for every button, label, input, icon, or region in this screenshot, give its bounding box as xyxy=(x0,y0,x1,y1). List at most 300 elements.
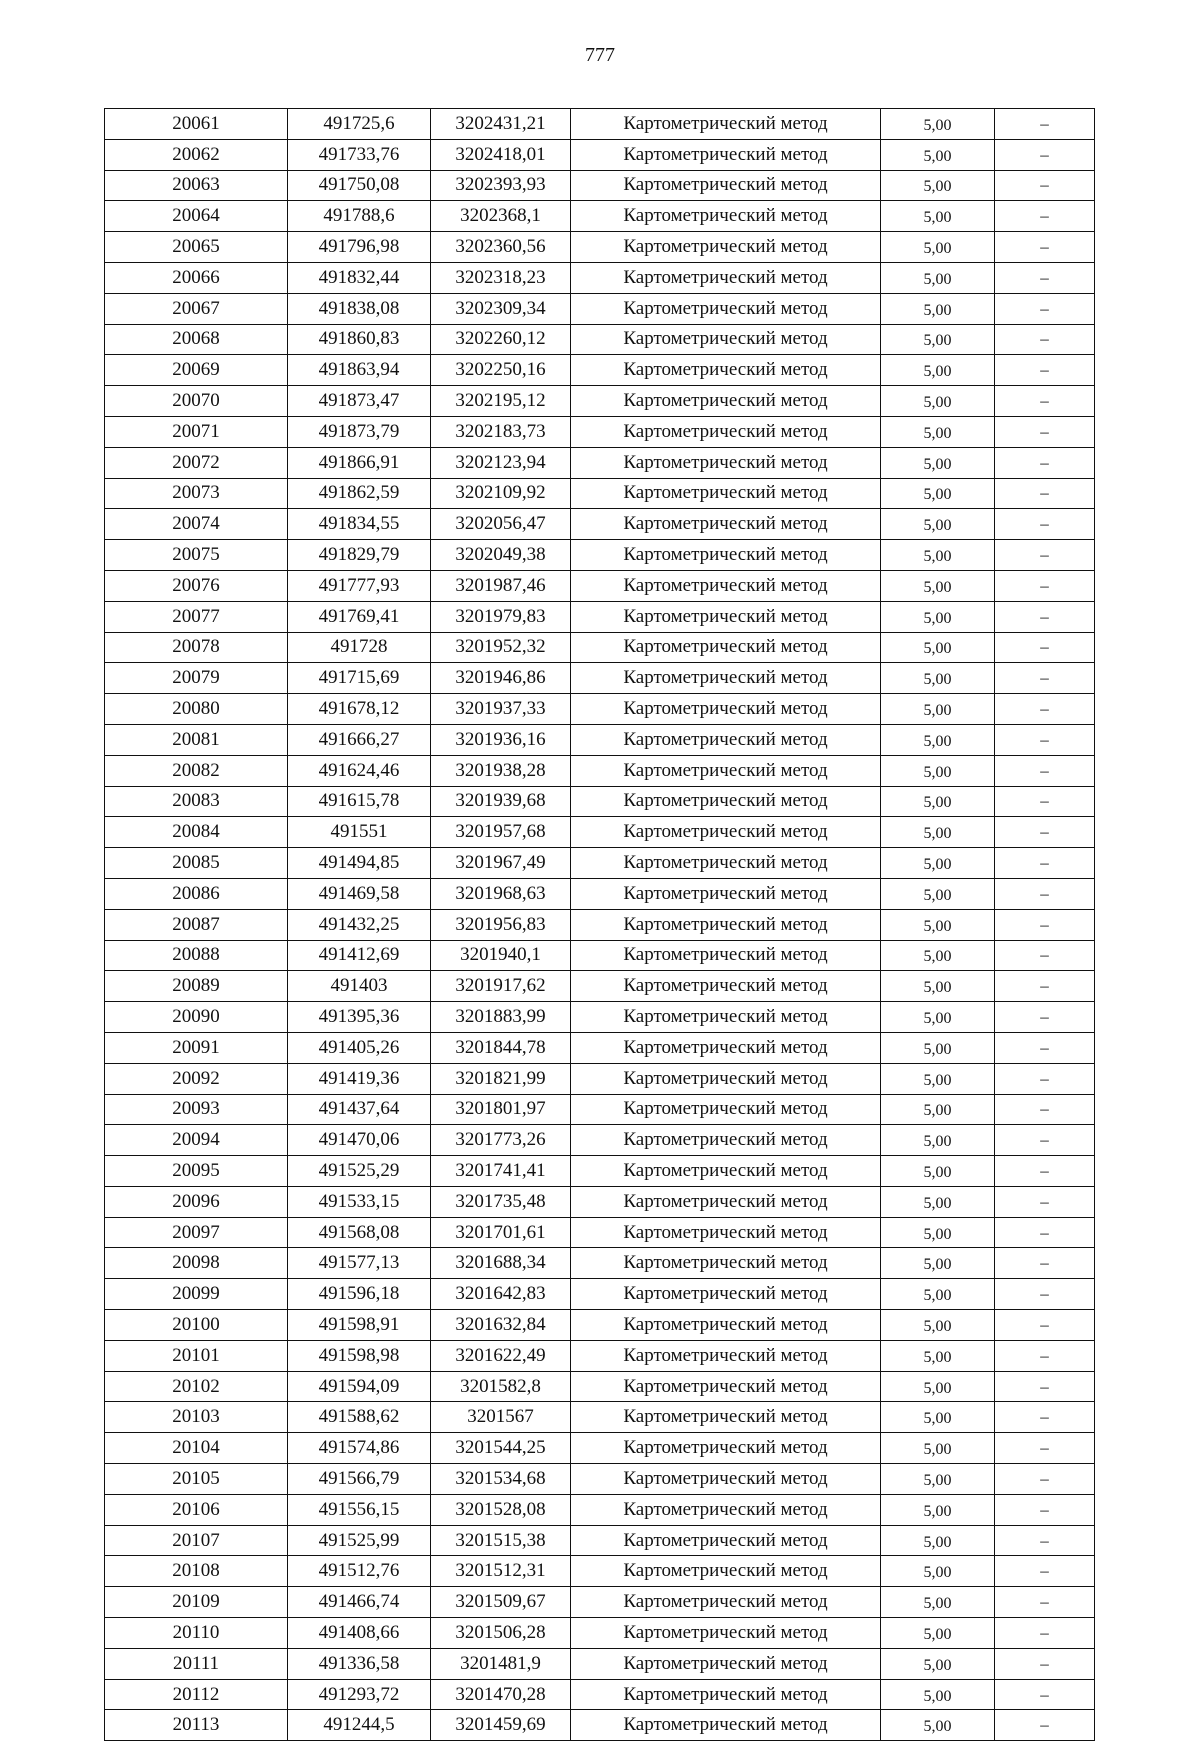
x-coordinate-cell: 491512,76 xyxy=(288,1556,431,1587)
note-cell: – xyxy=(995,293,1095,324)
x-coordinate-cell: 491470,06 xyxy=(288,1125,431,1156)
point-number-cell: 20071 xyxy=(105,416,288,447)
method-cell: Картометрический метод xyxy=(571,540,881,571)
x-coordinate-cell: 491336,58 xyxy=(288,1648,431,1679)
x-coordinate-cell: 491574,86 xyxy=(288,1433,431,1464)
point-number-cell: 20065 xyxy=(105,232,288,263)
table-row xyxy=(105,1002,1095,1033)
y-coordinate-cell: 3202418,01 xyxy=(431,139,571,170)
y-coordinate-cell: 3201544,25 xyxy=(431,1433,571,1464)
y-coordinate-cell: 3202049,38 xyxy=(431,540,571,571)
point-number-cell: 20098 xyxy=(105,1248,288,1279)
table-row xyxy=(105,1525,1095,1556)
point-number-cell: 20111 xyxy=(105,1648,288,1679)
x-coordinate-cell: 491873,47 xyxy=(288,386,431,417)
point-number-cell: 20087 xyxy=(105,909,288,940)
note-cell: – xyxy=(995,201,1095,232)
point-number-cell: 20094 xyxy=(105,1125,288,1156)
point-number-cell: 20080 xyxy=(105,694,288,725)
table-row xyxy=(105,232,1095,263)
method-cell: Картометрический метод xyxy=(571,848,881,879)
accuracy-cell: 5,00 xyxy=(881,1186,995,1217)
method-cell: Картометрический метод xyxy=(571,755,881,786)
table-row xyxy=(105,663,1095,694)
table-row xyxy=(105,724,1095,755)
x-coordinate-cell: 491832,44 xyxy=(288,262,431,293)
accuracy-cell: 5,00 xyxy=(881,601,995,632)
note-cell: – xyxy=(995,355,1095,386)
method-cell: Картометрический метод xyxy=(571,1279,881,1310)
note-cell: – xyxy=(995,909,1095,940)
note-cell: – xyxy=(995,1310,1095,1341)
table-row xyxy=(105,1217,1095,1248)
accuracy-cell: 5,00 xyxy=(881,663,995,694)
accuracy-cell: 5,00 xyxy=(881,786,995,817)
table-row xyxy=(105,355,1095,386)
method-cell: Картометрический метод xyxy=(571,416,881,447)
method-cell: Картометрический метод xyxy=(571,478,881,509)
note-cell: – xyxy=(995,1710,1095,1741)
method-cell: Картометрический метод xyxy=(571,1248,881,1279)
y-coordinate-cell: 3202431,21 xyxy=(431,109,571,140)
method-cell: Картометрический метод xyxy=(571,694,881,725)
y-coordinate-cell: 3202360,56 xyxy=(431,232,571,263)
method-cell: Картометрический метод xyxy=(571,570,881,601)
table-row xyxy=(105,1494,1095,1525)
y-coordinate-cell: 3202183,73 xyxy=(431,416,571,447)
note-cell: – xyxy=(995,1371,1095,1402)
x-coordinate-cell: 491866,91 xyxy=(288,447,431,478)
method-cell: Картометрический метод xyxy=(571,1371,881,1402)
x-coordinate-cell: 491829,79 xyxy=(288,540,431,571)
point-number-cell: 20113 xyxy=(105,1710,288,1741)
method-cell: Картометрический метод xyxy=(571,139,881,170)
x-coordinate-cell: 491408,66 xyxy=(288,1618,431,1649)
note-cell: – xyxy=(995,817,1095,848)
y-coordinate-cell: 3201642,83 xyxy=(431,1279,571,1310)
point-number-cell: 20101 xyxy=(105,1340,288,1371)
accuracy-cell: 5,00 xyxy=(881,1248,995,1279)
x-coordinate-cell: 491769,41 xyxy=(288,601,431,632)
table-row xyxy=(105,1032,1095,1063)
accuracy-cell: 5,00 xyxy=(881,540,995,571)
accuracy-cell: 5,00 xyxy=(881,386,995,417)
point-number-cell: 20073 xyxy=(105,478,288,509)
method-cell: Картометрический метод xyxy=(571,1494,881,1525)
method-cell: Картометрический метод xyxy=(571,201,881,232)
x-coordinate-cell: 491666,27 xyxy=(288,724,431,755)
x-coordinate-cell: 491624,46 xyxy=(288,755,431,786)
point-number-cell: 20079 xyxy=(105,663,288,694)
method-cell: Картометрический метод xyxy=(571,878,881,909)
method-cell: Картометрический метод xyxy=(571,1618,881,1649)
note-cell: – xyxy=(995,478,1095,509)
y-coordinate-cell: 3201940,1 xyxy=(431,940,571,971)
method-cell: Картометрический метод xyxy=(571,109,881,140)
note-cell: – xyxy=(995,878,1095,909)
y-coordinate-cell: 3201512,31 xyxy=(431,1556,571,1587)
method-cell: Картометрический метод xyxy=(571,1402,881,1433)
method-cell: Картометрический метод xyxy=(571,1094,881,1125)
note-cell: – xyxy=(995,416,1095,447)
note-cell: – xyxy=(995,232,1095,263)
coordinates-table-body xyxy=(105,109,1095,1741)
point-number-cell: 20063 xyxy=(105,170,288,201)
y-coordinate-cell: 3201459,69 xyxy=(431,1710,571,1741)
accuracy-cell: 5,00 xyxy=(881,848,995,879)
table-row xyxy=(105,1340,1095,1371)
y-coordinate-cell: 3201801,97 xyxy=(431,1094,571,1125)
y-coordinate-cell: 3201937,33 xyxy=(431,694,571,725)
note-cell: – xyxy=(995,1125,1095,1156)
table-row xyxy=(105,817,1095,848)
note-cell: – xyxy=(995,1186,1095,1217)
point-number-cell: 20093 xyxy=(105,1094,288,1125)
y-coordinate-cell: 3201957,68 xyxy=(431,817,571,848)
y-coordinate-cell: 3202368,1 xyxy=(431,201,571,232)
point-number-cell: 20066 xyxy=(105,262,288,293)
method-cell: Картометрический метод xyxy=(571,1340,881,1371)
table-row xyxy=(105,447,1095,478)
point-number-cell: 20106 xyxy=(105,1494,288,1525)
accuracy-cell: 5,00 xyxy=(881,1464,995,1495)
point-number-cell: 20096 xyxy=(105,1186,288,1217)
method-cell: Картометрический метод xyxy=(571,1002,881,1033)
accuracy-cell: 5,00 xyxy=(881,909,995,940)
y-coordinate-cell: 3201567 xyxy=(431,1402,571,1433)
note-cell: – xyxy=(995,1556,1095,1587)
method-cell: Картометрический метод xyxy=(571,1587,881,1618)
y-coordinate-cell: 3201979,83 xyxy=(431,601,571,632)
y-coordinate-cell: 3201582,8 xyxy=(431,1371,571,1402)
x-coordinate-cell: 491863,94 xyxy=(288,355,431,386)
point-number-cell: 20089 xyxy=(105,971,288,1002)
x-coordinate-cell: 491750,08 xyxy=(288,170,431,201)
accuracy-cell: 5,00 xyxy=(881,1587,995,1618)
method-cell: Картометрический метод xyxy=(571,1648,881,1679)
point-number-cell: 20112 xyxy=(105,1679,288,1710)
table-row xyxy=(105,1371,1095,1402)
table-row xyxy=(105,940,1095,971)
accuracy-cell: 5,00 xyxy=(881,109,995,140)
accuracy-cell: 5,00 xyxy=(881,324,995,355)
accuracy-cell: 5,00 xyxy=(881,1402,995,1433)
x-coordinate-cell: 491862,59 xyxy=(288,478,431,509)
note-cell: – xyxy=(995,786,1095,817)
note-cell: – xyxy=(995,1679,1095,1710)
note-cell: – xyxy=(995,1587,1095,1618)
note-cell: – xyxy=(995,1433,1095,1464)
method-cell: Картометрический метод xyxy=(571,663,881,694)
y-coordinate-cell: 3201534,68 xyxy=(431,1464,571,1495)
y-coordinate-cell: 3201821,99 xyxy=(431,1063,571,1094)
note-cell: – xyxy=(995,1248,1095,1279)
table-row xyxy=(105,1402,1095,1433)
y-coordinate-cell: 3202318,23 xyxy=(431,262,571,293)
method-cell: Картометрический метод xyxy=(571,601,881,632)
table-row xyxy=(105,570,1095,601)
accuracy-cell: 5,00 xyxy=(881,1063,995,1094)
method-cell: Картометрический метод xyxy=(571,909,881,940)
note-cell: – xyxy=(995,1464,1095,1495)
method-cell: Картометрический метод xyxy=(571,355,881,386)
accuracy-cell: 5,00 xyxy=(881,1679,995,1710)
note-cell: – xyxy=(995,1402,1095,1433)
point-number-cell: 20082 xyxy=(105,755,288,786)
accuracy-cell: 5,00 xyxy=(881,416,995,447)
point-number-cell: 20088 xyxy=(105,940,288,971)
y-coordinate-cell: 3202056,47 xyxy=(431,509,571,540)
y-coordinate-cell: 3201968,63 xyxy=(431,878,571,909)
y-coordinate-cell: 3202250,16 xyxy=(431,355,571,386)
accuracy-cell: 5,00 xyxy=(881,694,995,725)
point-number-cell: 20062 xyxy=(105,139,288,170)
note-cell: – xyxy=(995,663,1095,694)
table-row xyxy=(105,1648,1095,1679)
table-row xyxy=(105,478,1095,509)
note-cell: – xyxy=(995,386,1095,417)
point-number-cell: 20081 xyxy=(105,724,288,755)
method-cell: Картометрический метод xyxy=(571,324,881,355)
accuracy-cell: 5,00 xyxy=(881,1002,995,1033)
x-coordinate-cell: 491556,15 xyxy=(288,1494,431,1525)
table-row xyxy=(105,1248,1095,1279)
accuracy-cell: 5,00 xyxy=(881,1710,995,1741)
point-number-cell: 20097 xyxy=(105,1217,288,1248)
table-row xyxy=(105,416,1095,447)
x-coordinate-cell: 491293,72 xyxy=(288,1679,431,1710)
point-number-cell: 20076 xyxy=(105,570,288,601)
table-row xyxy=(105,1464,1095,1495)
note-cell: – xyxy=(995,971,1095,1002)
y-coordinate-cell: 3201481,9 xyxy=(431,1648,571,1679)
y-coordinate-cell: 3201967,49 xyxy=(431,848,571,879)
method-cell: Картометрический метод xyxy=(571,1125,881,1156)
method-cell: Картометрический метод xyxy=(571,1433,881,1464)
table-row xyxy=(105,1279,1095,1310)
table-row xyxy=(105,1125,1095,1156)
table-row xyxy=(105,293,1095,324)
accuracy-cell: 5,00 xyxy=(881,570,995,601)
method-cell: Картометрический метод xyxy=(571,386,881,417)
note-cell: – xyxy=(995,1217,1095,1248)
accuracy-cell: 5,00 xyxy=(881,1494,995,1525)
y-coordinate-cell: 3201773,26 xyxy=(431,1125,571,1156)
method-cell: Картометрический метод xyxy=(571,1310,881,1341)
point-number-cell: 20090 xyxy=(105,1002,288,1033)
y-coordinate-cell: 3201506,28 xyxy=(431,1618,571,1649)
accuracy-cell: 5,00 xyxy=(881,1433,995,1464)
method-cell: Картометрический метод xyxy=(571,293,881,324)
method-cell: Картометрический метод xyxy=(571,724,881,755)
point-number-cell: 20100 xyxy=(105,1310,288,1341)
accuracy-cell: 5,00 xyxy=(881,355,995,386)
note-cell: – xyxy=(995,1063,1095,1094)
accuracy-cell: 5,00 xyxy=(881,232,995,263)
table-row xyxy=(105,1587,1095,1618)
y-coordinate-cell: 3201956,83 xyxy=(431,909,571,940)
accuracy-cell: 5,00 xyxy=(881,1556,995,1587)
point-number-cell: 20091 xyxy=(105,1032,288,1063)
method-cell: Картометрический метод xyxy=(571,786,881,817)
x-coordinate-cell: 491728 xyxy=(288,632,431,663)
note-cell: – xyxy=(995,509,1095,540)
table-row xyxy=(105,1433,1095,1464)
table-row xyxy=(105,201,1095,232)
y-coordinate-cell: 3202109,92 xyxy=(431,478,571,509)
y-coordinate-cell: 3201622,49 xyxy=(431,1340,571,1371)
point-number-cell: 20085 xyxy=(105,848,288,879)
accuracy-cell: 5,00 xyxy=(881,1371,995,1402)
accuracy-cell: 5,00 xyxy=(881,509,995,540)
accuracy-cell: 5,00 xyxy=(881,1648,995,1679)
point-number-cell: 20070 xyxy=(105,386,288,417)
y-coordinate-cell: 3202309,34 xyxy=(431,293,571,324)
accuracy-cell: 5,00 xyxy=(881,1618,995,1649)
method-cell: Картометрический метод xyxy=(571,232,881,263)
point-number-cell: 20107 xyxy=(105,1525,288,1556)
point-number-cell: 20105 xyxy=(105,1464,288,1495)
point-number-cell: 20109 xyxy=(105,1587,288,1618)
point-number-cell: 20110 xyxy=(105,1618,288,1649)
y-coordinate-cell: 3201735,48 xyxy=(431,1186,571,1217)
table-row xyxy=(105,1186,1095,1217)
table-row xyxy=(105,1618,1095,1649)
table-row xyxy=(105,909,1095,940)
y-coordinate-cell: 3201515,38 xyxy=(431,1525,571,1556)
y-coordinate-cell: 3202123,94 xyxy=(431,447,571,478)
point-number-cell: 20074 xyxy=(105,509,288,540)
note-cell: – xyxy=(995,1032,1095,1063)
note-cell: – xyxy=(995,724,1095,755)
x-coordinate-cell: 491551 xyxy=(288,817,431,848)
method-cell: Картометрический метод xyxy=(571,632,881,663)
x-coordinate-cell: 491577,13 xyxy=(288,1248,431,1279)
method-cell: Картометрический метод xyxy=(571,817,881,848)
accuracy-cell: 5,00 xyxy=(881,293,995,324)
x-coordinate-cell: 491525,29 xyxy=(288,1156,431,1187)
point-number-cell: 20083 xyxy=(105,786,288,817)
table-row xyxy=(105,170,1095,201)
y-coordinate-cell: 3201470,28 xyxy=(431,1679,571,1710)
accuracy-cell: 5,00 xyxy=(881,201,995,232)
note-cell: – xyxy=(995,109,1095,140)
table-row xyxy=(105,1679,1095,1710)
x-coordinate-cell: 491469,58 xyxy=(288,878,431,909)
x-coordinate-cell: 491405,26 xyxy=(288,1032,431,1063)
method-cell: Картометрический метод xyxy=(571,170,881,201)
table-row xyxy=(105,694,1095,725)
x-coordinate-cell: 491860,83 xyxy=(288,324,431,355)
accuracy-cell: 5,00 xyxy=(881,940,995,971)
table-row xyxy=(105,386,1095,417)
accuracy-cell: 5,00 xyxy=(881,1279,995,1310)
y-coordinate-cell: 3201844,78 xyxy=(431,1032,571,1063)
note-cell: – xyxy=(995,1618,1095,1649)
note-cell: – xyxy=(995,139,1095,170)
x-coordinate-cell: 491432,25 xyxy=(288,909,431,940)
x-coordinate-cell: 491566,79 xyxy=(288,1464,431,1495)
table-row xyxy=(105,848,1095,879)
note-cell: – xyxy=(995,694,1095,725)
note-cell: – xyxy=(995,1156,1095,1187)
method-cell: Картометрический метод xyxy=(571,1156,881,1187)
point-number-cell: 20075 xyxy=(105,540,288,571)
point-number-cell: 20099 xyxy=(105,1279,288,1310)
point-number-cell: 20108 xyxy=(105,1556,288,1587)
point-number-cell: 20086 xyxy=(105,878,288,909)
accuracy-cell: 5,00 xyxy=(881,1340,995,1371)
table-row xyxy=(105,1156,1095,1187)
note-cell: – xyxy=(995,601,1095,632)
table-row xyxy=(105,786,1095,817)
table-row xyxy=(105,971,1095,1002)
accuracy-cell: 5,00 xyxy=(881,971,995,1002)
y-coordinate-cell: 3201917,62 xyxy=(431,971,571,1002)
coordinates-table xyxy=(104,108,1095,1741)
page-number: 777 xyxy=(585,44,615,66)
method-cell: Картометрический метод xyxy=(571,1186,881,1217)
x-coordinate-cell: 491777,93 xyxy=(288,570,431,601)
note-cell: – xyxy=(995,570,1095,601)
note-cell: – xyxy=(995,848,1095,879)
point-number-cell: 20095 xyxy=(105,1156,288,1187)
y-coordinate-cell: 3201987,46 xyxy=(431,570,571,601)
accuracy-cell: 5,00 xyxy=(881,1217,995,1248)
method-cell: Картометрический метод xyxy=(571,1679,881,1710)
accuracy-cell: 5,00 xyxy=(881,478,995,509)
table-row xyxy=(105,109,1095,140)
table-row xyxy=(105,1710,1095,1741)
note-cell: – xyxy=(995,940,1095,971)
point-number-cell: 20061 xyxy=(105,109,288,140)
accuracy-cell: 5,00 xyxy=(881,755,995,786)
point-number-cell: 20064 xyxy=(105,201,288,232)
table-row xyxy=(105,324,1095,355)
table-row xyxy=(105,139,1095,170)
y-coordinate-cell: 3201952,32 xyxy=(431,632,571,663)
point-number-cell: 20103 xyxy=(105,1402,288,1433)
x-coordinate-cell: 491796,98 xyxy=(288,232,431,263)
x-coordinate-cell: 491678,12 xyxy=(288,694,431,725)
method-cell: Картометрический метод xyxy=(571,1525,881,1556)
table-row xyxy=(105,1556,1095,1587)
method-cell: Картометрический метод xyxy=(571,1032,881,1063)
x-coordinate-cell: 491466,74 xyxy=(288,1587,431,1618)
x-coordinate-cell: 491525,99 xyxy=(288,1525,431,1556)
point-number-cell: 20084 xyxy=(105,817,288,848)
method-cell: Картометрический метод xyxy=(571,262,881,293)
accuracy-cell: 5,00 xyxy=(881,724,995,755)
accuracy-cell: 5,00 xyxy=(881,1156,995,1187)
table-row xyxy=(105,1310,1095,1341)
point-number-cell: 20078 xyxy=(105,632,288,663)
method-cell: Картометрический метод xyxy=(571,447,881,478)
x-coordinate-cell: 491594,09 xyxy=(288,1371,431,1402)
y-coordinate-cell: 3202260,12 xyxy=(431,324,571,355)
x-coordinate-cell: 491598,98 xyxy=(288,1340,431,1371)
note-cell: – xyxy=(995,1279,1095,1310)
point-number-cell: 20104 xyxy=(105,1433,288,1464)
x-coordinate-cell: 491403 xyxy=(288,971,431,1002)
note-cell: – xyxy=(995,632,1095,663)
table-row xyxy=(105,601,1095,632)
x-coordinate-cell: 491873,79 xyxy=(288,416,431,447)
note-cell: – xyxy=(995,1494,1095,1525)
accuracy-cell: 5,00 xyxy=(881,1094,995,1125)
y-coordinate-cell: 3201741,41 xyxy=(431,1156,571,1187)
y-coordinate-cell: 3201939,68 xyxy=(431,786,571,817)
